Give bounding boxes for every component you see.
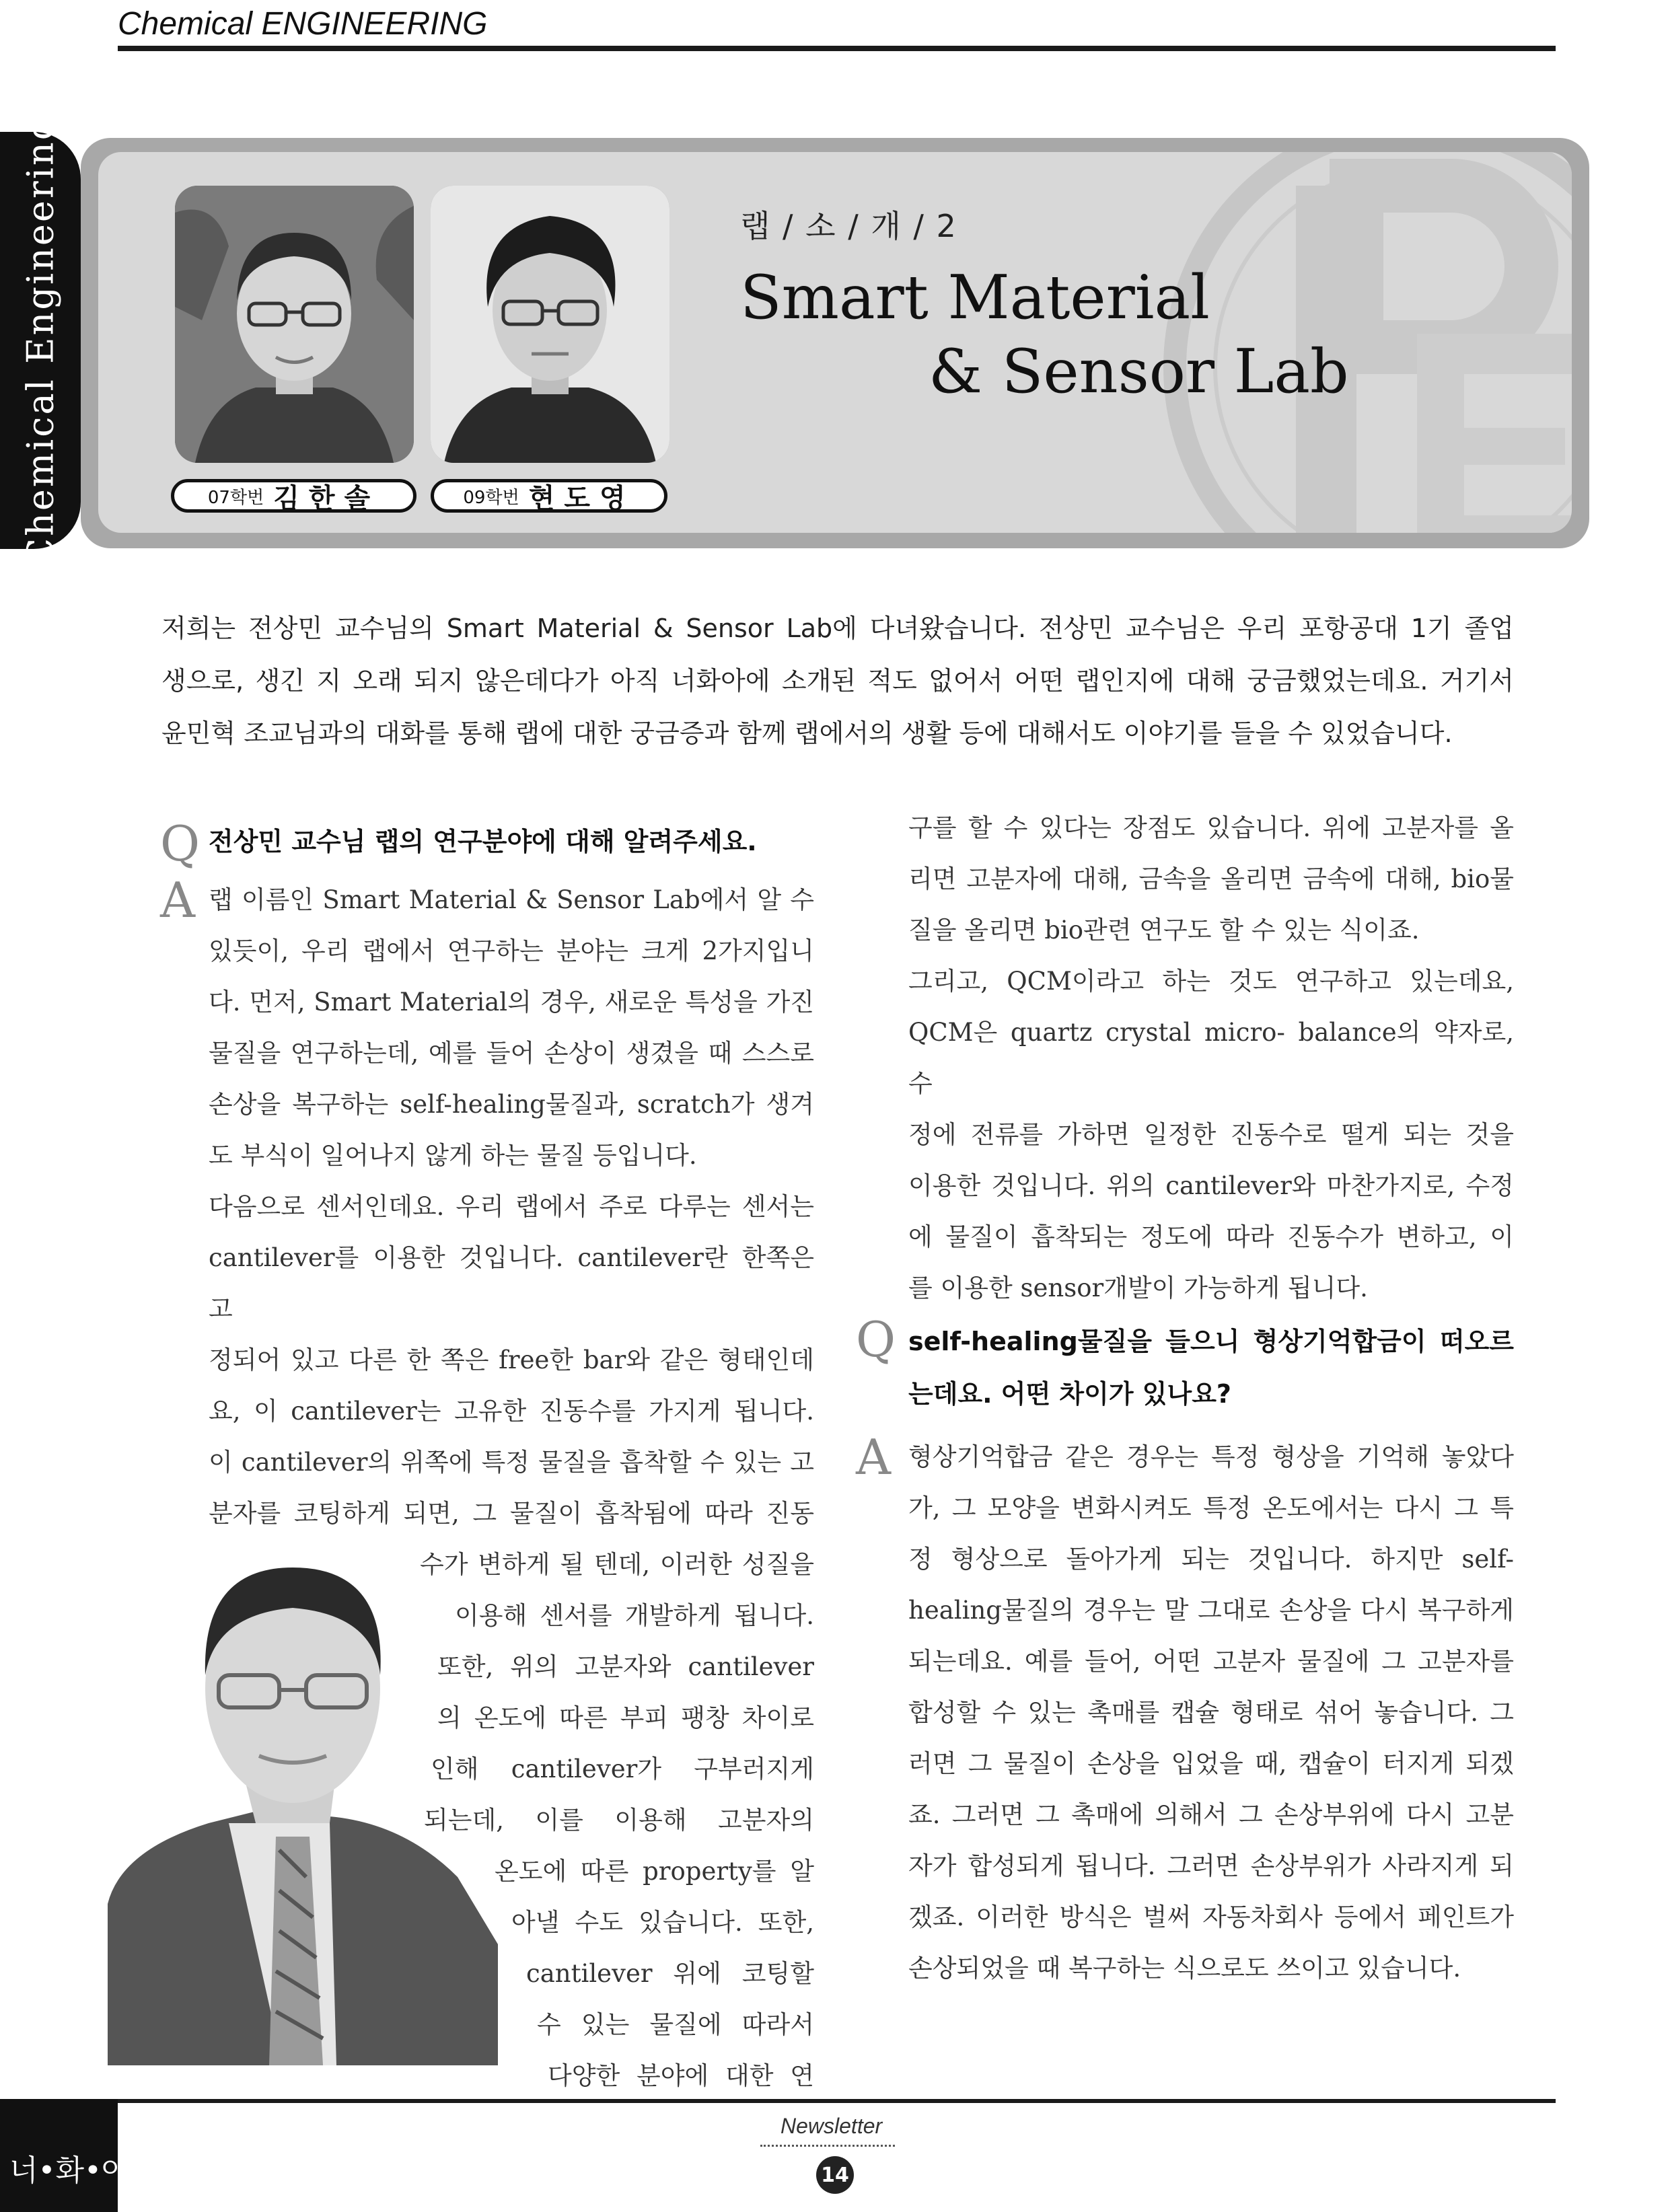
answer-line: 분자를 코팅하게 되면, 그 물질이 흡착됨에 따라 진동 — [209, 1499, 814, 1528]
answer-line: 되는데, 이를 이용해 고분자의 — [424, 1806, 814, 1835]
answer-line: 를 이용한 sensor개발이 가능하게 됩니다. — [908, 1274, 1368, 1302]
question-line: 는데요. 어떤 차이가 있나요? — [908, 1379, 1231, 1409]
reporter-portrait-2-image — [431, 186, 669, 463]
question-2 — [908, 1315, 1514, 1420]
footer-rule — [108, 2099, 1556, 2103]
answer-line: 자가 합성되게 됩니다. 그러면 손상부위가 사라지게 되 — [908, 1851, 1514, 1880]
answer-line: 요, 이 cantilever는 고유한 진동수를 가지게 됩니다. — [209, 1397, 814, 1426]
article-title-line-1: Smart Material — [740, 262, 1210, 333]
answer-1-continued — [908, 803, 1514, 1314]
answer-line: 이 cantilever의 위쪽에 특정 물질을 흡착할 수 있는 고 — [209, 1448, 814, 1477]
answer-line: 정에 전류를 가하면 일정한 진동수로 떨게 되는 것을 — [908, 1120, 1514, 1149]
answer-line: QCM은 quartz crystal micro- balance의 약자로, 수 — [908, 1018, 1514, 1098]
answer-line: 죠. 그러면 그 촉매에 의해서 그 손상부위에 다시 고분 — [908, 1800, 1514, 1829]
reporter-name-2: 현도영 — [528, 482, 635, 514]
running-header: Chemical ENGINEERING — [118, 6, 488, 42]
answer-line: 인해 cantilever가 구부러지게 — [431, 1755, 814, 1783]
answer-line: 이용한 것입니다. 위의 cantilever와 마찬가지로, 수정 — [908, 1171, 1514, 1200]
answer-line: 질을 올리면 bio관련 연구도 할 수 있는 식이죠. — [908, 916, 1420, 945]
answer-line: 손상을 복구하는 self-healing물질과, scratch가 생겨 — [209, 1090, 814, 1119]
answer-line: healing물질의 경우는 말 그대로 손상을 다시 복구하게 — [908, 1596, 1514, 1625]
reporter-year-1: 07학번 — [207, 487, 264, 508]
newsletter-label: Newsletter — [781, 2114, 883, 2138]
footer-tab-label: 너•화•아 — [9, 2153, 131, 2188]
answer-line: cantilever 위에 코팅할 — [526, 1959, 814, 1988]
intro-line: 윤민혁 조교님과의 대화를 통해 랩에 대한 궁금증과 함께 랩에서의 생활 등에 대해서도 이야기를 들을 수 있었습니다. — [161, 718, 1453, 748]
answer-line: 형상기억합금 같은 경우는 특정 형상을 기억해 놓았다 — [908, 1442, 1514, 1471]
answer-line: 랩 이름인 Smart Material & Sensor Lab에서 알 수 — [209, 885, 814, 914]
reporter-photo-1 — [175, 186, 414, 463]
question-mark-2: Q — [856, 1311, 896, 1368]
reporter-name-1: 김한솔 — [273, 482, 380, 514]
reporter-nametag-1 — [171, 479, 416, 513]
answer-line: 리면 고분자에 대해, 금속을 올리면 금속에 대해, bio물 — [908, 864, 1514, 893]
answer-line: 구를 할 수 있다는 장점도 있습니다. 위에 고분자를 올 — [908, 813, 1514, 842]
intro-line: 저희는 전상민 교수님의 Smart Material & Sensor Lab에 다녀왔습니다. 전상민 교수님은 우리 포항공대 1기 졸업 — [161, 614, 1514, 643]
series-label: 랩 / 소 / 개 / 2 — [740, 208, 957, 244]
reporter-photo-2 — [431, 186, 669, 463]
header-rule — [118, 46, 1556, 51]
answer-line: 의 온도에 따른 부피 팽창 차이로 — [437, 1703, 814, 1732]
answer-line: 되는데요. 예를 들어, 어떤 고분자 물질에 그 고분자를 — [908, 1647, 1514, 1676]
answer-line: 다. 먼저, Smart Material의 경우, 새로운 특성을 가진 — [209, 988, 814, 1017]
answer-mark-2: A — [856, 1429, 891, 1485]
answer-line: 가, 그 모양을 변화시켜도 특정 온도에서는 다시 그 특 — [908, 1494, 1514, 1522]
answer-line: 다음으로 센서인데요. 우리 랩에서 주로 다루는 센서는 — [209, 1192, 814, 1221]
question-mark-1: Q — [160, 815, 201, 872]
answer-line: 온도에 따른 property를 알 — [495, 1857, 814, 1886]
answer-line: 손상되었을 때 복구하는 식으로도 쓰이고 있습니다. — [908, 1954, 1461, 1983]
answer-2 — [908, 1432, 1514, 1994]
answer-line: 정 형상으로 돌아가게 되는 것입니다. 하지만 self- — [908, 1545, 1514, 1574]
answer-line: 겠죠. 이러한 방식은 벌써 자동차회사 등에서 페인트가 — [908, 1903, 1514, 1931]
answer-line: 아낼 수도 있습니다. 또한, — [511, 1908, 814, 1937]
answer-line: 수 있는 물질에 따라서 — [537, 2010, 814, 2039]
answer-line: 수가 변하게 될 텐데, 이러한 성질을 — [420, 1550, 814, 1579]
answer-line: 이용해 센서를 개발하게 됩니다. — [455, 1601, 814, 1630]
footer-dotted-rule — [760, 2145, 895, 2147]
page-number: 14 — [816, 2156, 854, 2194]
article-title-line-2: & Sensor Lab — [929, 336, 1349, 407]
answer-line: 물질을 연구하는데, 예를 들어 손상이 생겼을 때 스스로 — [209, 1039, 814, 1068]
answer-line: 에 물질이 흡착되는 정도에 따라 진동수가 변하고, 이 — [908, 1222, 1514, 1251]
reporter-nametag-2 — [431, 479, 667, 513]
section-side-tab-label: Chemical Engineering — [19, 114, 62, 566]
question-line: self-healing물질을 들으니 형상기억합금이 떠오르 — [908, 1327, 1514, 1356]
answer-line: 러면 그 물질이 손상을 입었을 때, 캡슐이 터지게 되겠 — [908, 1749, 1514, 1778]
answer-line: 다양한 분야에 대한 연 — [548, 2061, 814, 2090]
answer-line: cantilever를 이용한 것입니다. cantilever란 한쪽은 고 — [209, 1243, 814, 1323]
reporter-year-2: 09학번 — [463, 487, 519, 508]
answer-line: 또한, 위의 고분자와 cantilever — [437, 1652, 814, 1681]
answer-line: 합성할 수 있는 촉매를 캡슐 형태로 섞어 놓습니다. 그 — [908, 1698, 1514, 1727]
question-1: 전상민 교수님 랩의 연구분야에 대해 알려주세요. — [209, 827, 757, 856]
reporter-portrait-1-image — [175, 186, 414, 463]
answer-line: 있듯이, 우리 랩에서 연구하는 분야는 크게 2가지입니 — [209, 936, 814, 965]
answer-line: 도 부식이 일어나지 않게 하는 물질 등입니다. — [209, 1141, 697, 1170]
intro-line: 생으로, 생긴 지 오래 되지 않은데다가 아직 너화아에 소개된 적도 없어서 어떤 랩인지에 대해 궁금했었는데요. 거기서 — [161, 666, 1514, 696]
answer-line: 정되어 있고 다른 한 쪽은 free한 bar와 같은 형태인데 — [209, 1345, 814, 1374]
answer-mark-1: A — [160, 872, 195, 928]
intro-paragraph — [161, 602, 1514, 760]
professor-photo — [108, 1473, 498, 2065]
answer-line: 그리고, QCM이라고 하는 것도 연구하고 있는데요, — [908, 967, 1514, 996]
